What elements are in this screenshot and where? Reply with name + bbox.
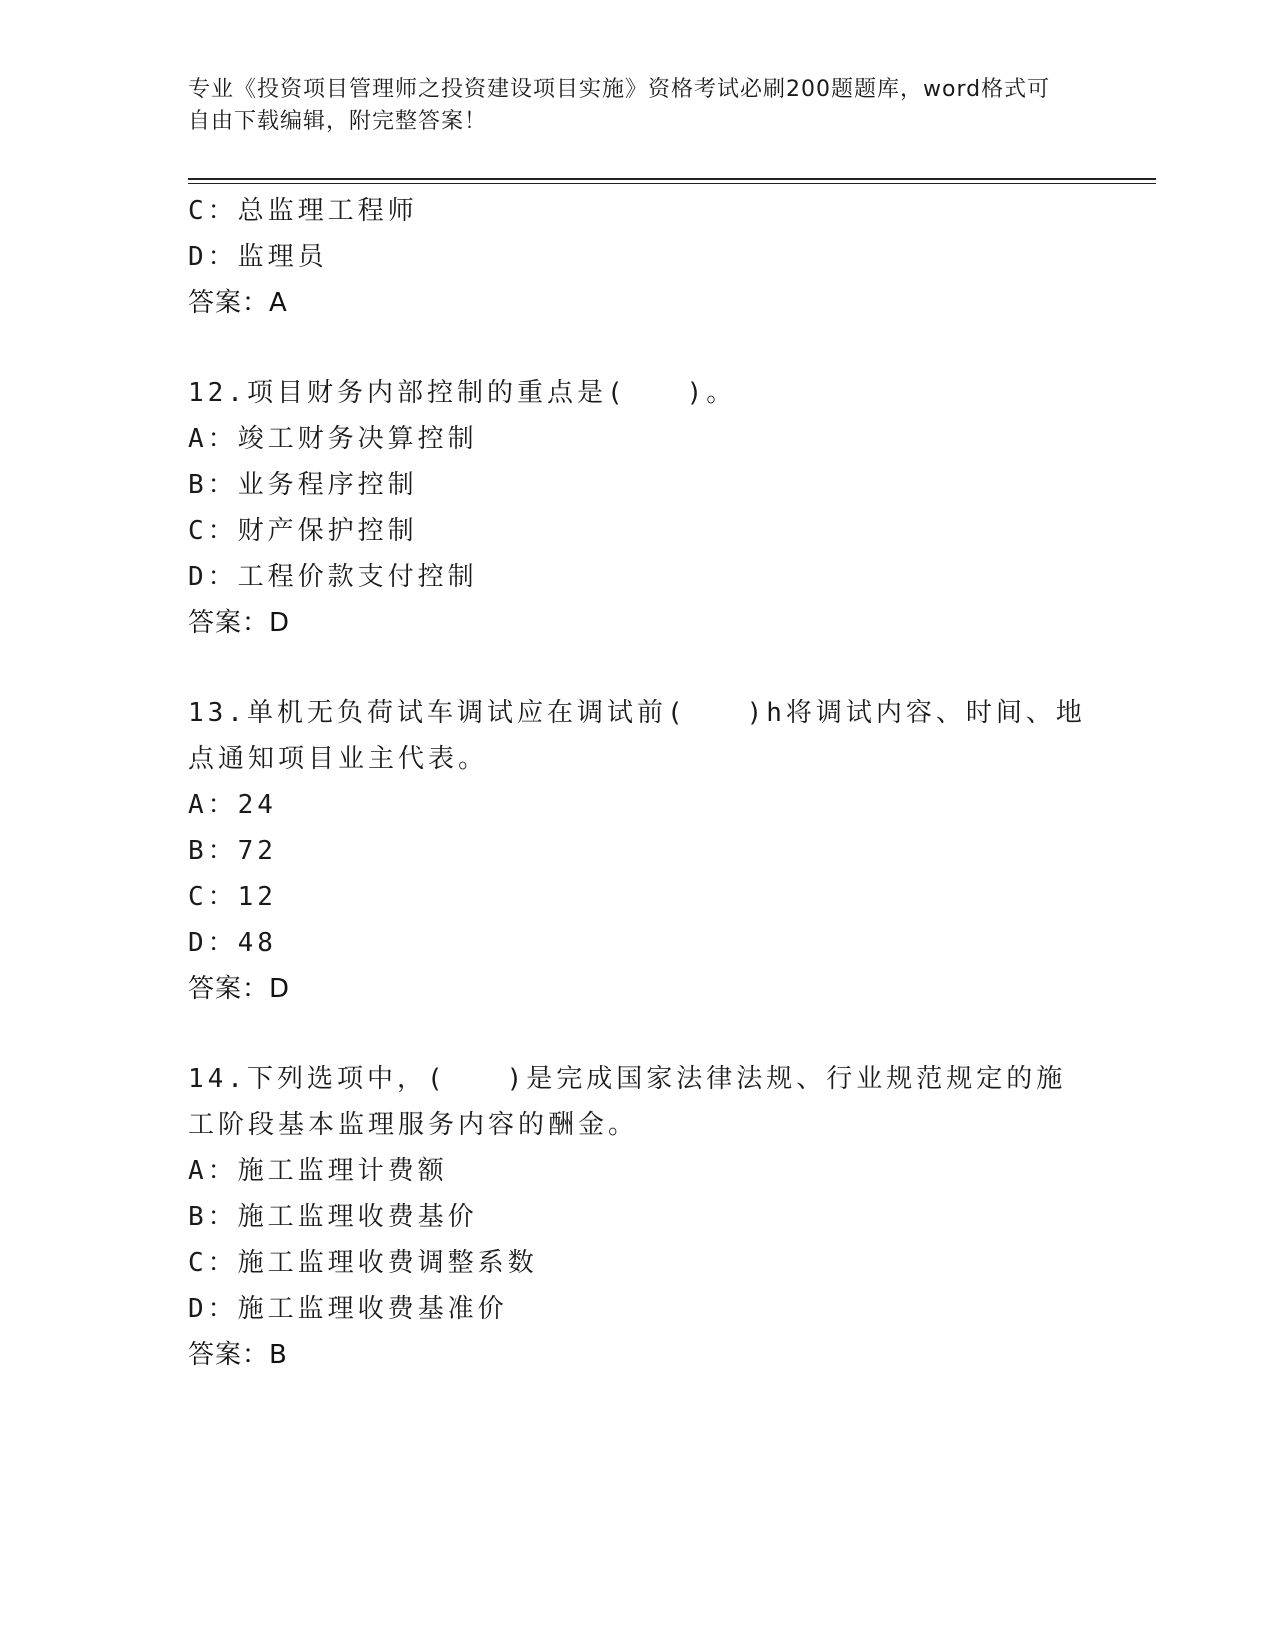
question-stem: 12.项目财务内部控制的重点是( )。	[188, 378, 737, 408]
question-stem: 13.单机无负荷试车调试应在调试前( )h将调试内容、时间、地点通知项目业主代表。	[188, 698, 1086, 774]
option-c: C：总监理工程师	[188, 196, 418, 226]
option-a: A：24	[188, 790, 277, 820]
option-c: C：12	[188, 882, 277, 912]
page-header: 专业《投资项目管理师之投资建设项目实施》资格考试必刷200题题库，word格式可自由下载编辑，附完整答案！	[188, 77, 1051, 134]
question-11-tail	[188, 188, 1088, 326]
answer-line: 答案：B	[188, 1340, 288, 1370]
option-a: A：竣工财务决算控制	[188, 424, 478, 454]
option-d: D：监理员	[188, 242, 328, 272]
option-c: C：施工监理收费调整系数	[188, 1248, 538, 1278]
option-d: D：48	[188, 928, 277, 958]
option-c: C：财产保护控制	[188, 516, 418, 546]
option-d: D：工程价款支付控制	[188, 562, 478, 592]
option-b: B：72	[188, 836, 277, 866]
answer-line: 答案：D	[188, 974, 291, 1004]
option-b: B：施工监理收费基价	[188, 1202, 478, 1232]
header-divider	[188, 178, 1156, 184]
question-list	[188, 188, 1088, 1378]
option-a: A：施工监理计费额	[188, 1156, 448, 1186]
option-b: B：业务程序控制	[188, 470, 418, 500]
question-stem: 14.下列选项中，( )是完成国家法律法规、行业规范规定的施工阶段基本监理服务内容的酬金。	[188, 1064, 1067, 1140]
question-13	[188, 690, 1088, 1012]
answer-line: 答案：A	[188, 288, 288, 318]
option-d: D：施工监理收费基准价	[188, 1294, 508, 1324]
question-12	[188, 370, 1088, 646]
question-14	[188, 1056, 1088, 1378]
answer-line: 答案：D	[188, 608, 291, 638]
